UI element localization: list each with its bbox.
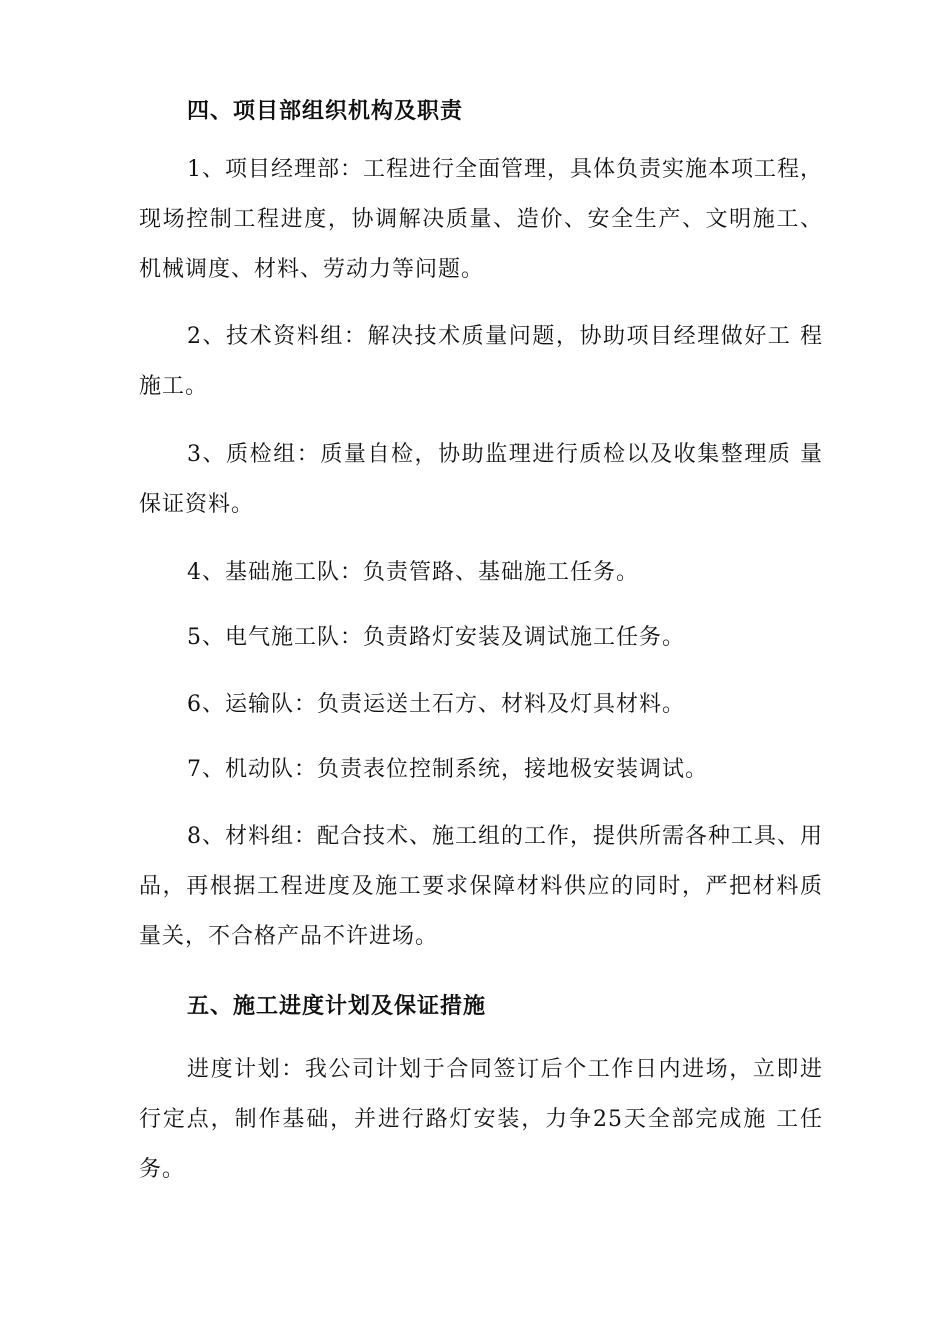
schedule-plan-paragraph: 进度计划：我公司计划于合同签订后个工作日内进场，立即进行定点，制作基础，并进行路灯安装，力争25天全部完成施 工任务。: [139, 1057, 823, 1182]
item-7-mobile-team: 7、机动队：负责表位控制系统，接地极安装调试。: [187, 757, 708, 782]
item-1-project-management: 1、项目经理部：工程进行全面管理，具体负责实施本项工程，现场控制工程进度，协调解决质量、造价、安全生产、文明施工、机械调度、材料、劳动力等问题。: [139, 157, 823, 282]
item-8-materials-group: 8、材料组：配合技术、施工组的工作，提供所需各种工具、用品，再根据工程进度及施工要求保障材料供应的同时，严把材料质量关，不合格产品不许进场。: [139, 824, 823, 949]
section-5-heading: 五、施工进度计划及保证措施: [187, 994, 487, 1019]
item-4-foundation-team: 4、基础施工队：负责管路、基础施工任务。: [187, 560, 639, 585]
item-5-electrical-team: 5、电气施工队：负责路灯安装及调试施工任务。: [187, 625, 685, 650]
section-4-heading: 四、项目部组织机构及职责: [187, 99, 464, 124]
item-3-quality-inspection-group: 3、质检组：质量自检，协助监理进行质检以及收集整理质 量保证资料。: [139, 442, 823, 517]
item-6-transport-team: 6、运输队：负责运送土石方、材料及灯具材料。: [187, 692, 685, 717]
item-2-technical-data-group: 2、技术资料组：解决技术质量问题，协助项目经理做好工 程施工。: [139, 324, 823, 399]
